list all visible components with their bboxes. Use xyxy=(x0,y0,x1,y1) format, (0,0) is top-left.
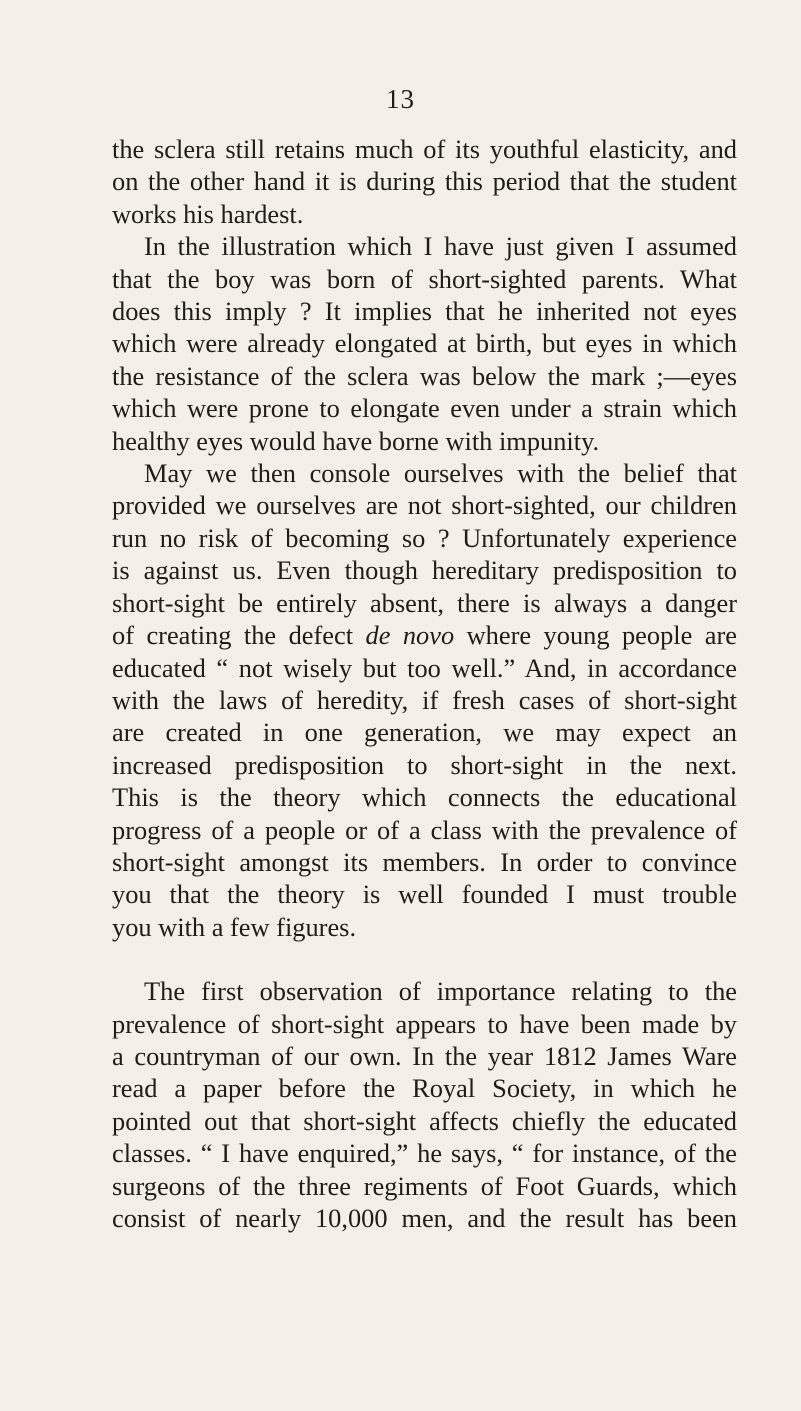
text-line: on the other hand it is during this period that the student xyxy=(112,166,737,197)
text-line: May we then console ourselves with the belief that xyxy=(144,458,737,489)
text-line: short-sight be entirely absent, there is always a danger xyxy=(112,587,737,618)
text-line: with the laws of heredity, if fresh cases of short-sight xyxy=(112,684,737,715)
text-line: In the illustration which I have just given I assumed xyxy=(144,231,737,262)
text-segment: of creating the defect xyxy=(112,620,366,651)
text-line-with-italic xyxy=(112,619,737,651)
text-line: increased predisposition to short-sight in the next. xyxy=(112,749,737,780)
text-line: run no risk of becoming so ? Unfortunately experience xyxy=(112,522,737,553)
text-line: which were already elongated at birth, but eyes in which xyxy=(112,328,737,359)
text-line: prevalence of short-sight appears to have been made by xyxy=(112,1008,737,1039)
text-line: works his hardest. xyxy=(112,198,304,229)
page-number: 13 xyxy=(386,84,415,114)
paragraph-4 xyxy=(112,975,737,1234)
text-line: The first observation of importance relating to the xyxy=(144,976,737,1007)
text-segment: where young people are xyxy=(454,620,737,651)
text-line: educated “ not wisely but too well.” And, in accordance xyxy=(112,652,737,683)
text-line: the sclera still retains much of its youthful elasticity, and xyxy=(112,134,737,164)
text-line: provided we ourselves are not short-sighted, our children xyxy=(112,490,737,521)
italic-phrase: de novo xyxy=(365,620,455,651)
paragraph-1 xyxy=(112,133,737,230)
text-line: the resistance of the sclera was below the mark ;—eyes xyxy=(112,360,737,391)
text-line: does this imply ? It implies that he inherited not eyes xyxy=(112,296,737,327)
text-line: you with a few figures. xyxy=(112,911,357,942)
text-line: This is the theory which connects the educational xyxy=(112,782,737,813)
text-line: classes. “ I have enquired,” he says, “ for instance, of the xyxy=(112,1138,737,1169)
text-line: healthy eyes would have borne with impunity. xyxy=(112,425,600,456)
paragraph-3 xyxy=(112,457,737,943)
text-line: pointed out that short-sight affects chiefly the educated xyxy=(112,1105,737,1136)
text-line: a countryman of our own. In the year 1812 James Ware xyxy=(112,1040,737,1071)
body-text xyxy=(112,133,737,1234)
text-line: consist of nearly 10,000 men, and the result has been xyxy=(112,1203,737,1233)
text-line: is against us. Even though hereditary predisposition to xyxy=(112,555,737,586)
paragraph-2 xyxy=(112,230,737,457)
text-line: progress of a people or of a class with the prevalence of xyxy=(112,814,737,845)
text-line: that the boy was born of short-sighted parents. What xyxy=(112,263,737,294)
text-line: surgeons of the three regiments of Foot Guards, which xyxy=(112,1170,737,1201)
text-line: read a paper before the Royal Society, in which he xyxy=(112,1073,737,1104)
text-line: are created in one generation, we may expect an xyxy=(112,717,737,748)
text-line: you that the theory is well founded I must trouble xyxy=(112,879,737,910)
text-line: which were prone to elongate even under a strain which xyxy=(112,393,737,424)
text-line: short-sight amongst its members. In order to convince xyxy=(112,846,737,877)
